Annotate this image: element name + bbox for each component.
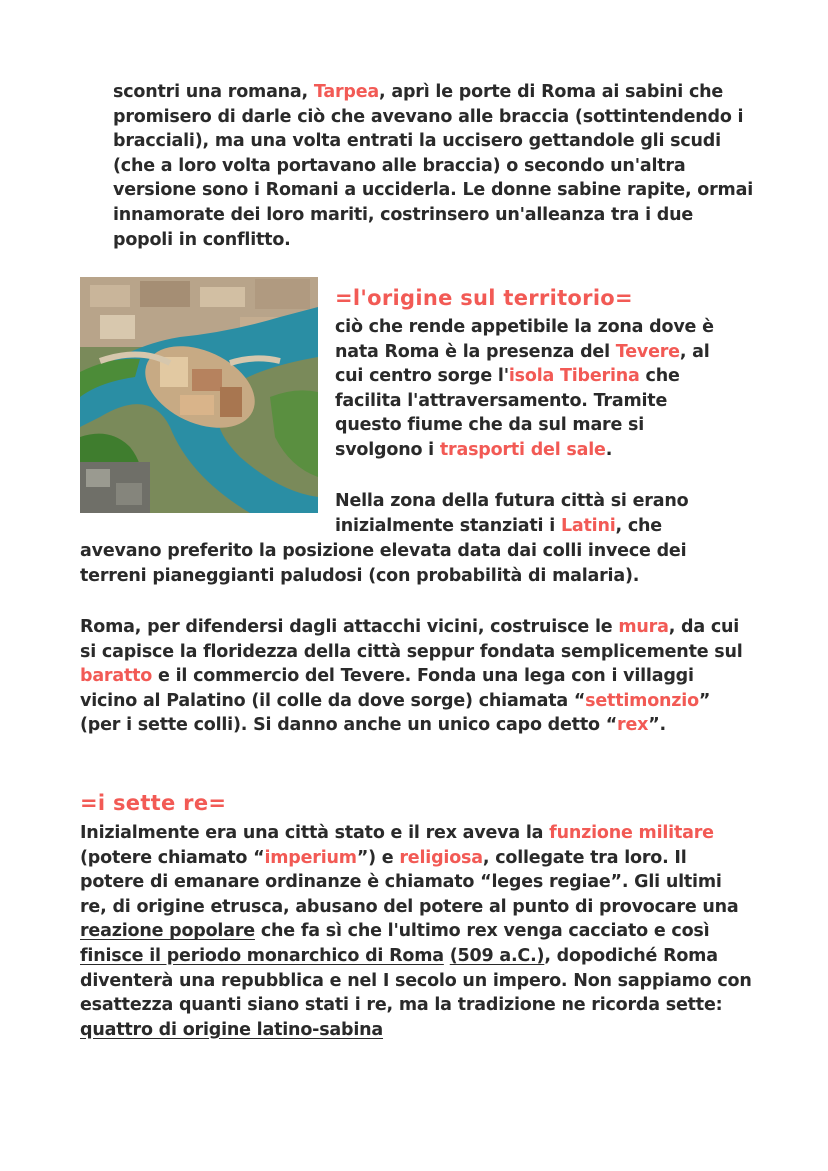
underline-reazione-popolare: reazione popolare: [80, 921, 255, 942]
highlight-religiosa: religiosa: [399, 847, 483, 868]
section-heading-territory: =l'origine sul territorio=: [335, 286, 633, 310]
highlight-mura: mura: [618, 617, 669, 637]
underline-fine-monarchia: finisce il periodo monarchico di Roma: [80, 945, 444, 966]
section-heading-kings: =i sette re=: [80, 791, 227, 815]
underline-quattro-re: quattro di origine latino-sabina: [80, 1019, 384, 1040]
aerial-view-illustration: [80, 277, 318, 513]
highlight-tevere: Tevere: [615, 341, 680, 362]
territory-paragraph-2-start: Nella zona della futura città si erano inizialmente stanziati i Latini, che: [335, 491, 689, 536]
kings-paragraph: Inizialmente era una città stato e il rex aveva la funzione militare (potere chiamato “imperium”) e religiosa, collegate tra loro. Il potere di emanare ordinanze è chiamato “leges regiae”. Gli ultimi re, di origine etrusca, abusano del potere al punto di provocare una reazione popolare che fa sì che l'ultimo rex venga cacciato e così finisce il periodo monarchico di Roma (509 a.C.), dopodiché Roma diventerà una repubblica e nel I secolo un impero. Non sappiamo con esattezza quanti siano stati i re, ma la tradizione ne ricorda sette: quattro di origine latino-sabina: [80, 823, 752, 1040]
highlight-funzione-militare: funzione militare: [549, 823, 714, 843]
isola-tiberina-photo: [80, 277, 318, 513]
highlight-isola-tiberina: isola Tiberina: [508, 366, 640, 387]
highlight-settimonzio: settimonzio: [585, 690, 699, 711]
highlight-baratto: baratto: [80, 666, 153, 687]
highlight-trasporti-sale: trasporti del sale: [439, 439, 606, 460]
highlight-imperium: imperium: [264, 847, 357, 868]
highlight-tarpea: Tarpea: [313, 82, 380, 102]
highlight-rex: rex: [617, 715, 649, 736]
highlight-latini: Latini: [560, 515, 616, 536]
intro-paragraph: scontri una romana, Tarpea, aprì le porte di Roma ai sabini che promisero di darle ciò che avevano alle braccia (sottintendendo i bracciali), ma una volta entrati la uccisero gettandole gli scudi (che a loro volta portavano alle braccia) o secondo un'altra versione sono i Romani a ucciderla. Le donne sabine rapite, ormai innamorate dei loro mariti, costrinsero un'alleanza tra i due popoli in conflitto.: [113, 82, 753, 250]
territory-paragraph-2-end: avevano preferito la posizione elevata data dai colli invece dei terreni pianeggianti paludosi (con probabilità di malaria).: [80, 541, 687, 586]
territory-paragraph-1: ciò che rende appetibile la zona dove è nata Roma è la presenza del Tevere, al cui centro sorge l'isola Tiberina che facilita l'attraversamento. Tramite questo fiume che da sul mare si svolgono i trasporti del sale.: [335, 317, 714, 460]
walls-paragraph: Roma, per difendersi dagli attacchi vicini, costruisce le mura, da cui si capisce la floridezza della città seppur fondata semplicemente sul baratto e il commercio del Tevere. Fonda una lega con i villaggi vicino al Palatino (il colle da dove sorge) chiamata “settimonzio” (per i sette colli). Si danno anche un unico capo detto “rex”.: [80, 617, 743, 736]
underline-date-509: (509 a.C.): [449, 945, 545, 966]
